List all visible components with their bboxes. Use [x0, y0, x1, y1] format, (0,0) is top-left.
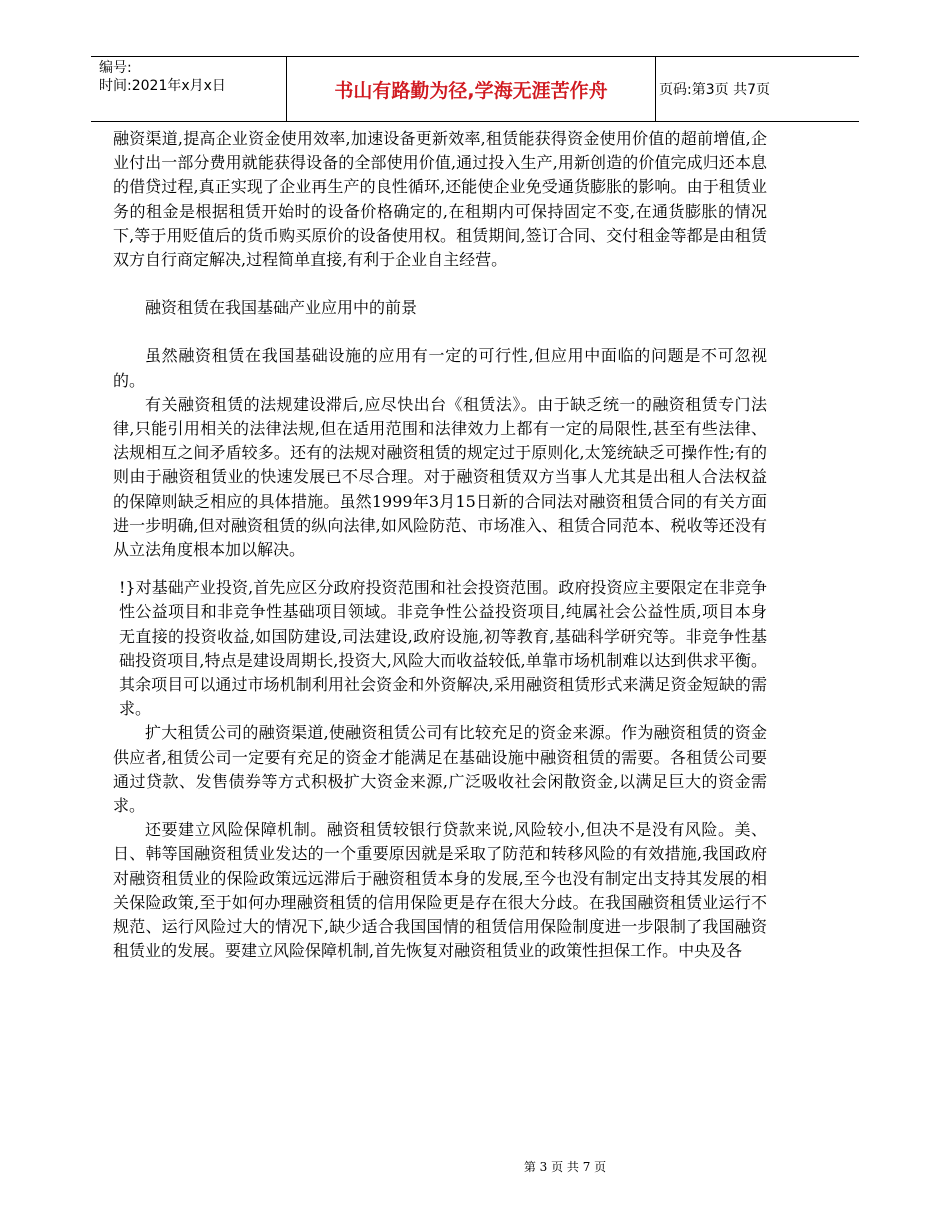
- page-footer: 第 3 页 共 7 页: [523, 1160, 607, 1174]
- header-motto: 书山有路勤为径,学海无涯苦作舟: [286, 57, 656, 121]
- header-page-info: 页码:第3页 共7页: [659, 82, 770, 98]
- section-heading: 融资租赁在我国基础产业应用中的前景: [145, 298, 418, 318]
- body-paragraph: 虽然融资租赁在我国基础设施的应用有一定的可行性,但应用中面临的问题是不可忽视的。: [113, 346, 767, 390]
- body-paragraph: 还要建立风险保障机制。融资租赁较银行贷款来说,风险较小,但决不是没有风险。美、日、韩等国融资租赁业发达的一个重要原因就是采取了防范和转移风险的有效措施,我国政府对融资租赁业的保险政策远远滞后于融资租赁本身的发展,至今也没有制定出支持其发展的相关保险政策,至于如何办理融资租赁的信用保险更是存在很大分歧。在我国融资租赁业运行不规范、运行风险过大的情况下,缺少适合我国国情的租赁信用保险制度进一步限制了我国融资租赁业的发展。要建立风险保障机制,首先恢复对融资租赁业的政策性担保工作。中央及各: [113, 820, 767, 961]
- page-header: [91, 56, 859, 122]
- document-number-label: 编号:: [99, 60, 132, 76]
- body-paragraph: !}对基础产业投资,首先应区分政府投资范围和社会投资范围。政府投资应主要限定在非竞争性公益项目和非竞争性基础项目领域。非竞争性公益投资项目,纯属社会公益性质,项目本身无直接的投资收益,如国防建设,司法建设,政府设施,初等教育,基础科学研究等。非竞争性基础投资项目,特点是建设周期长,投资大,风险大而收益较低,单靠市场机制难以达到供求平衡。其余项目可以通过市场机制利用社会资金和外资解决,采用融资租赁形式来满足资金短缺的需求。: [119, 578, 767, 719]
- document-body: [113, 127, 767, 964]
- body-paragraph: 融资渠道,提高企业资金使用效率,加速设备更新效率,租赁能获得资金使用价值的超前增值,企业付出一部分费用就能获得设备的全部使用价值,通过投入生产,用新创造的价值完成归还本息的借贷过程,真正实现了企业再生产的良性循环,还能使企业免受通货膨胀的影响。由于租赁业务的租金是根据租赁开始时的设备价格确定的,在租期内可保持固定不变,在通货膨胀的情况下,等于用贬值后的货币购买原价的设备使用权。租赁期间,签订合同、交付租金等都是由租赁双方自行商定解决,过程简单直接,有利于企业自主经营。: [113, 129, 767, 270]
- document-time-label: 时间:2021年x月x日: [99, 78, 226, 94]
- body-paragraph: 扩大租赁公司的融资渠道,使融资租赁公司有比较充足的资金来源。作为融资租赁的资金供应者,租赁公司一定要有充足的资金才能满足在基础设施中融资租赁的需要。各租赁公司要通过贷款、发售债券等方式积极扩大资金来源,广泛吸收社会闲散资金,以满足巨大的资金需求。: [113, 723, 767, 816]
- body-paragraph: 有关融资租赁的法规建设滞后,应尽快出台《租赁法》。由于缺乏统一的融资租赁专门法律,只能引用相关的法律法规,但在适用范围和法律效力上都有一定的局限性,甚至有些法律、法规相互之间矛盾较多。还有的法规对融资租赁的规定过于原则化,太笼统缺乏可操作性;有的则由于融资租赁业的快速发展已不尽合理。对于融资租赁双方当事人尤其是出租人合法权益的保障则缺乏相应的具体措施。虽然1999年3月15日新的合同法对融资租赁合同的有关方面进一步明确,但对融资租赁的纵向法律,如风险防范、市场准入、租赁合同范本、税收等还没有从立法角度根本加以解决。: [113, 394, 767, 560]
- header-meta: [99, 59, 226, 95]
